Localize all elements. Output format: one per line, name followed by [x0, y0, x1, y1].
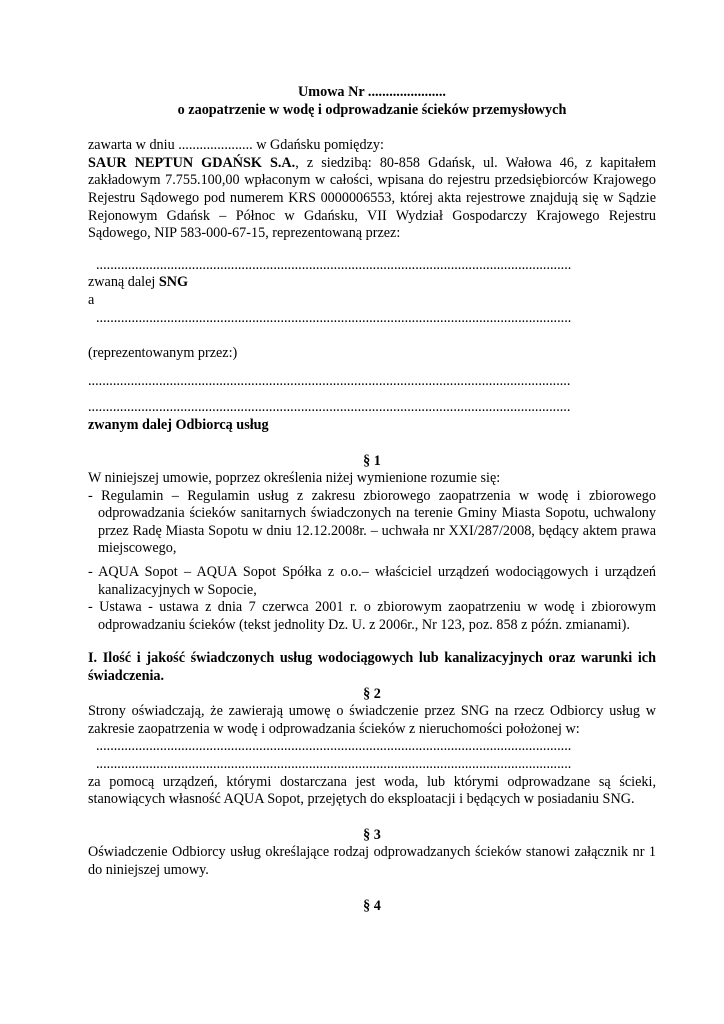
contract-subtitle: o zaopatrzenie w wodę i odprowadzanie ścieków przemysłowych: [177, 101, 567, 118]
company-paragraph: [88, 155, 656, 243]
section-4-heading: § 4: [363, 897, 381, 914]
section-2-text: Strony oświadczają, że zawierają umowę o świadczenie przez SNG na rzecz Odbiorcy usług w zakresie zaopatrzenia w wodę i odprowadzania ścieków z nieruchomości położonej w:: [88, 703, 656, 737]
represented-label: (reprezentowanym przez:): [88, 345, 238, 362]
property-address-field-2: ......................................................................................................................................: [96, 756, 572, 772]
sng-representative-field: ......................................................................................................................................: [96, 256, 572, 273]
called-sng-prefix: zwaną dalej: [88, 274, 159, 291]
company-details: , z siedzibą: 80-858 Gdańsk, ul. Wałowa 46, z kapitałem zakładowym 7.755.100,00 wpłaconym w całości, wpisana do rejestru przedsiębiorców Krajowego Rejestru Sądowego pod numerem KRS 0000006553, której akta rejestrowe znajdują się w Sądzie Rejonowym Gdańsk – Północ w Gdańsku, VII Wydział Gospodarczy Krajowego Rejestru Sądowego, NIP 583-000-67-15, reprezentowaną przez:: [88, 154, 656, 242]
property-address-field-1: ......................................................................................................................................: [96, 738, 572, 755]
sng-abbrev: SNG: [158, 274, 189, 291]
section-2-heading: § 2: [363, 685, 381, 702]
company-name: SAUR NEPTUN GDAŃSK S.A.: [88, 154, 296, 171]
section-2-text-2: za pomocą urządzeń, którymi dostarczana jest woda, lub którymi odprowadzane są ścieki, stanowiących własność AQUA Sopot, przejętych do eksploatacji i będących w posiadaniu SNG.: [88, 773, 656, 808]
contract-page: [88, 84, 656, 915]
called-client-line: zwanym dalej Odbiorcą usług: [88, 416, 269, 433]
client-representative-field-2: ........................................................................................................................................: [88, 399, 571, 416]
definition-item-regulamin: - Regulamin – Regulamin usług z zakresu zbiorowego zaopatrzenia w wodę i zbiorowego odprowadzania ścieków sanitarnych świadczonych na terenie Gminy Miasta Sopotu, uchwalony przez Radę Miasta Sopotu w dniu 12.12.2008r. – uchwała nr XXI/287/2008, będący aktem prawa miejscowego,: [88, 487, 656, 557]
concluded-line: zawarta w dniu ..................... w Gdańsku pomiędzy:: [88, 137, 384, 154]
definition-item-ustawa: - Ustawa - ustawa z dnia 7 czerwca 2001 r. o zbiorowym zaopatrzeniu w wodę i zbiorowym odprowadzaniu ścieków (tekst jednolity Dz. U. z 2006r., Nr 123, poz. 858 z późn. zmianami).: [88, 599, 656, 633]
chapter-1-heading: I. Ilość i jakość świadczonych usług wodociągowych lub kanalizacyjnych oraz warunki ich świadczenia.: [88, 650, 656, 685]
client-name-field: ......................................................................................................................................: [96, 309, 572, 326]
contract-title: Umowa Nr ......................: [298, 84, 446, 100]
and-word: a: [88, 291, 95, 308]
definition-item-aqua-sopot: - AQUA Sopot – AQUA Sopot Spółka z o.o.– właściciel urządzeń wodociągowych i urządzeń kanalizacyjnych w Sopocie,: [88, 564, 656, 598]
client-representative-field-1: ........................................................................................................................................: [88, 372, 571, 389]
section-3-text: Oświadczenie Odbiorcy usług określające rodzaj odprowadzanych ścieków stanowi załącznik nr 1 do niniejszej umowy.: [88, 844, 656, 878]
section-1-lead: W niniejszej umowie, poprzez określenia niżej wymienione rozumie się:: [88, 470, 501, 487]
section-1-heading: § 1: [363, 452, 381, 469]
called-sng-line: [88, 274, 656, 292]
section-3-heading: § 3: [363, 826, 381, 843]
